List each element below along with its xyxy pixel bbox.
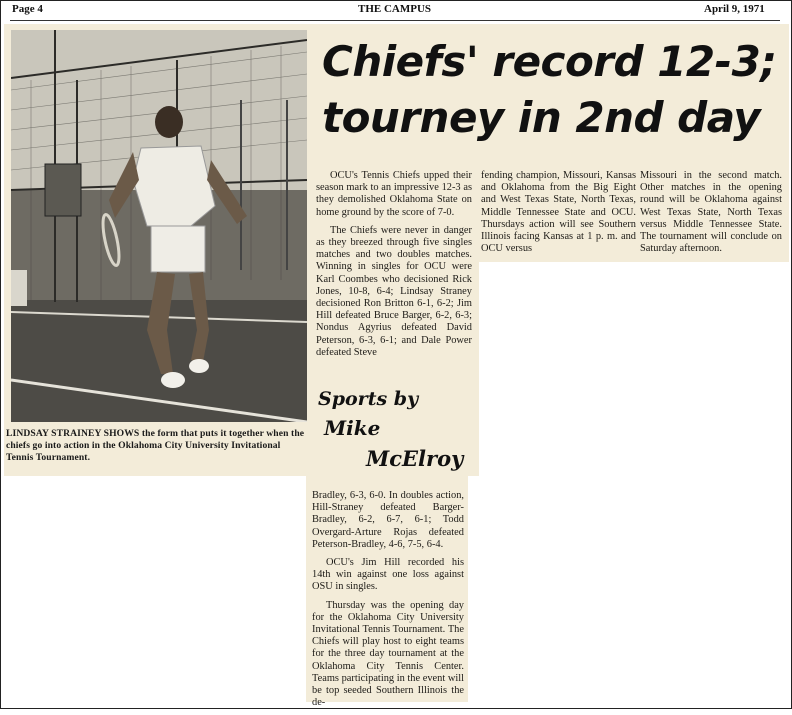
- photo-caption: LINDSAY STRAINEY SHOWS the form that puts it together when the chiefs go into action in the Oklahoma City University Invitational Tennis Tournament.: [6, 428, 305, 464]
- byline-line-3: McElroy: [366, 446, 464, 471]
- byline-line-1: Sports by: [318, 388, 419, 410]
- article-paragraph: Missouri in the second match. Other matches in the opening round will be Oklahoma against West Texas State, North Texas versus Middle Tennessee State. The tournament will conclude on Saturday afternoon.: [640, 170, 782, 255]
- article-column-2: [481, 170, 636, 261]
- page-number: Page 4: [12, 3, 43, 15]
- article-column-3: [640, 170, 782, 261]
- headline-line-2: tourney in 2nd day: [322, 93, 761, 142]
- tennis-player-photo: [11, 30, 307, 422]
- newspaper-name: THE CAMPUS: [358, 3, 432, 15]
- article-paragraph: Bradley, 6-3, 6-0. In doubles action, Hill-Straney defeated Barger-Bradley, 6-2, 6-7, 6-1; Todd Overgard-Arture Rojas defeated Peterson-Bradley, 4-6, 7-5, 6-4.: [312, 490, 464, 550]
- article-column-1-continued: [312, 490, 464, 715]
- article-paragraph: Thursday was the opening day for the Oklahoma City University Invitational Tennis Tournament. The Chiefs will play host to eight teams for the three day tournament at the Oklahoma City Tennis Center. Teams participating in the event will be top seeded Southern Illinois the de-: [312, 599, 464, 709]
- article-paragraph: OCU's Jim Hill recorded his 14th win against one loss against OSU in singles.: [312, 557, 464, 593]
- issue-date: April 9, 1971: [704, 3, 765, 15]
- byline-line-2: Mike: [324, 416, 381, 440]
- article-paragraph: fending champion, Missouri, Kansas and Oklahoma from the Big Eight and West Texas State, North Texas, Middle Tennessee State and OCU. Thursdays action will see Southern Illinois facing Kansas at 1 p. m. and OCU versus: [481, 170, 636, 255]
- article-column-1: [316, 170, 472, 365]
- tennis-court-illustration: [11, 30, 307, 422]
- headline: [322, 34, 782, 146]
- article-paragraph: The Chiefs were never in danger as they breezed through five singles matches and two doubles matches. Winning in singles for OCU were Karl Coombes who decisioned Rick Jones, 10-8, 6-4; Lindsay Straney decisioned Ron Britton 6-1, 6-2; Jim Hill defeated Bruce Barger, 6-2, 6-3; Nondus Agyrius defeated David Peterson, 6-3, 6-1; and Dale Power defeated Steve: [316, 224, 472, 358]
- header-rule: [10, 20, 780, 21]
- article-paragraph: OCU's Tennis Chiefs upped their season mark to an impressive 12-3 as they demolished Oklahoma State on home ground by the score of 7-0.: [316, 170, 472, 218]
- headline-line-1: Chiefs' record 12-3;: [322, 37, 777, 86]
